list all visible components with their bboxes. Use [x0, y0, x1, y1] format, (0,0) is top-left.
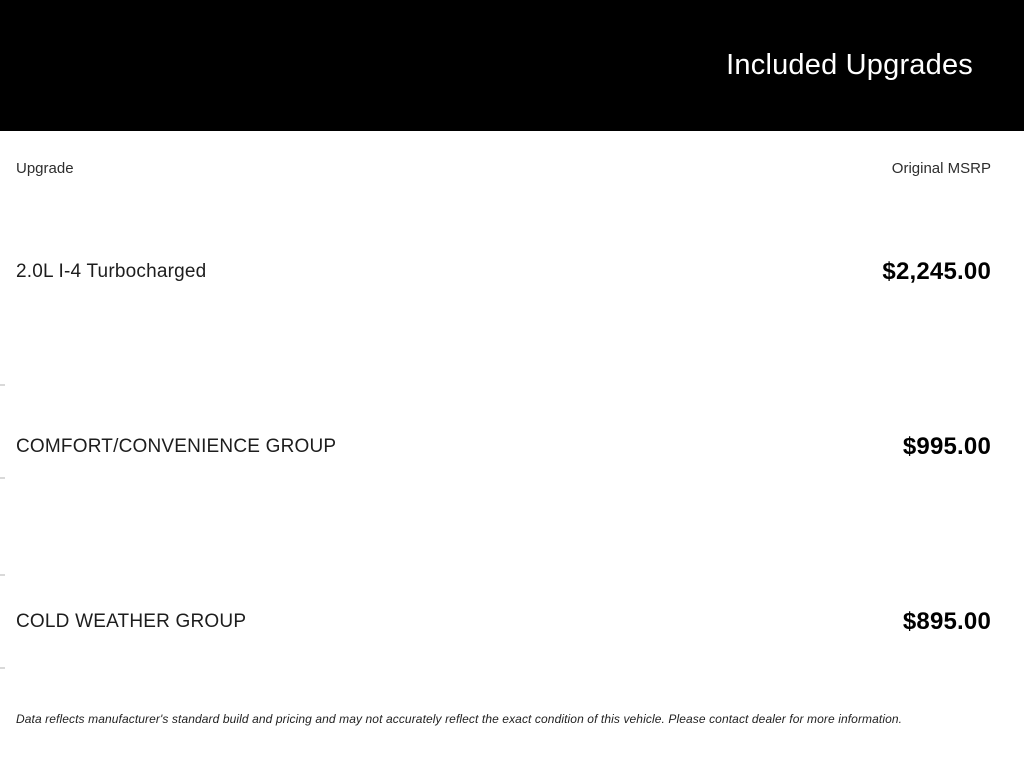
row-separator-mark [0, 384, 5, 386]
upgrade-name: COMFORT/CONVENIENCE GROUP [16, 436, 337, 457]
upgrade-price: $995.00 [902, 433, 991, 460]
row-separator-mark [0, 477, 5, 479]
table-column-headers [16, 160, 991, 177]
column-header-original-msrp: Original MSRP [891, 160, 991, 177]
table-row [16, 425, 991, 469]
disclaimer-text: Data reflects manufacturer's standard build and pricing and may not accurately reflect the exact condition of this vehicle. Please contact dealer for more information. [16, 712, 903, 726]
upgrade-price: $895.00 [902, 608, 991, 635]
header-band [0, 0, 1024, 131]
row-separator-mark [0, 667, 5, 669]
upgrade-name: COLD WEATHER GROUP [16, 611, 247, 632]
upgrade-price: $2,245.00 [882, 258, 991, 285]
column-header-upgrade: Upgrade [16, 160, 74, 177]
table-row [16, 250, 991, 294]
table-row [16, 600, 991, 644]
page-title: Included Upgrades [726, 49, 973, 81]
upgrade-name: 2.0L I-4 Turbocharged [16, 261, 207, 282]
row-separator-mark [0, 574, 5, 576]
